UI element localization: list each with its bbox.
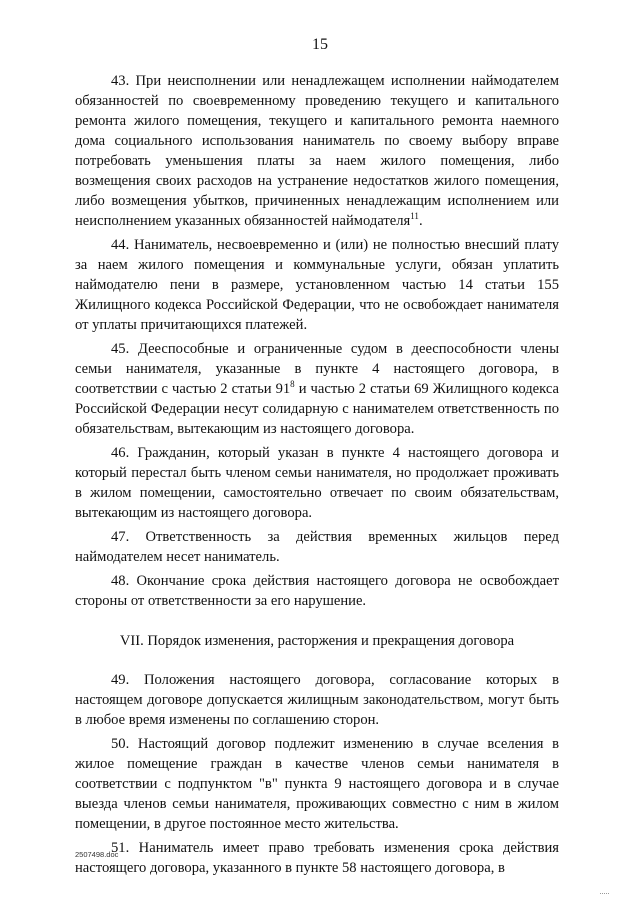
document-body xyxy=(75,71,559,882)
paragraph-49: 49. Положения настоящего договора, согласование которых в настоящем договоре допускается жилищным законодательством, могут быть в любое время изменены по соглашению сторон. xyxy=(75,672,559,728)
page-number: 15 xyxy=(312,36,328,53)
paragraph-51: 51. Наниматель имеет право требовать изменения срока действия настоящего договора, указанного в пункте 58 настоящего договора, в xyxy=(75,840,559,876)
paragraph-48: 48. Окончание срока действия настоящего договора не освобождает стороны от ответственности за его нарушение. xyxy=(75,573,559,609)
paragraph-47: 47. Ответственность за действия временных жильцов перед наймодателем несет наниматель. xyxy=(75,529,559,565)
footnote-ref[interactable]: 11 xyxy=(410,211,419,222)
corner-mark xyxy=(600,893,609,896)
section-heading: VII. Порядок изменения, расторжения и прекращения договора xyxy=(119,633,515,649)
paragraph-45: 45. Дееспособные и ограниченные судом в дееспособности члены семьи нанимателя, указанные в пункте 4 настоящего договора, в соответствии с частью 2 статьи $91^8$ и частью 2 статьи 69 Жилищного кодекса Российской Федерации несут солидарную с нанимателем ответственность по обязательствам, вытекающим из настоящего договора. xyxy=(75,341,559,437)
document-code: 2507498.doc xyxy=(75,850,119,859)
paragraph-43: 43. При неисполнении или ненадлежащем исполнении наймодателем обязанностей по своевременному проведению текущего и капитального ремонта жилого помещения, текущего и капитального ремонта наемного дома социального использования наниматель по своему выбору вправе потребовать уменьшения платы за наем жилого помещения, либо возмещения своих расходов на устранение недостатков жилого помещения, либо возмещения убытков, причиненных ненадлежащим исполнением или неисполнением указанных обязанностей наймодателя$^{11}$. xyxy=(75,73,559,229)
paragraph-46: 46. Гражданин, который указан в пункте 4 настоящего договора и который перестал быть членом семьи нанимателя, но продолжает проживать в жилом помещении, самостоятельно отвечает по своим обязательствам, вытекающим из настоящего договора. xyxy=(75,445,559,521)
paragraph-44: 44. Наниматель, несвоевременно и (или) не полностью внесший плату за наем жилого помещения и коммунальные услуги, обязан уплатить наймодателю пени в размере, установленном частью 14 статьи 155 Жилищного кодекса Российской Федерации, что не освобождает нанимателя от уплаты причитающихся платежей. xyxy=(75,237,559,333)
article-superscript: 8 xyxy=(290,379,295,390)
paragraph-50: 50. Настоящий договор подлежит изменению в случае вселения в жилое помещение граждан в качестве членов семьи нанимателя в соответствии с подпунктом "в" пункта 9 настоящего договора и в случае выезда членов семьи нанимателя, проживающих совместно с ним в жилом помещении, в другое постоянное место жительства. xyxy=(75,736,559,832)
